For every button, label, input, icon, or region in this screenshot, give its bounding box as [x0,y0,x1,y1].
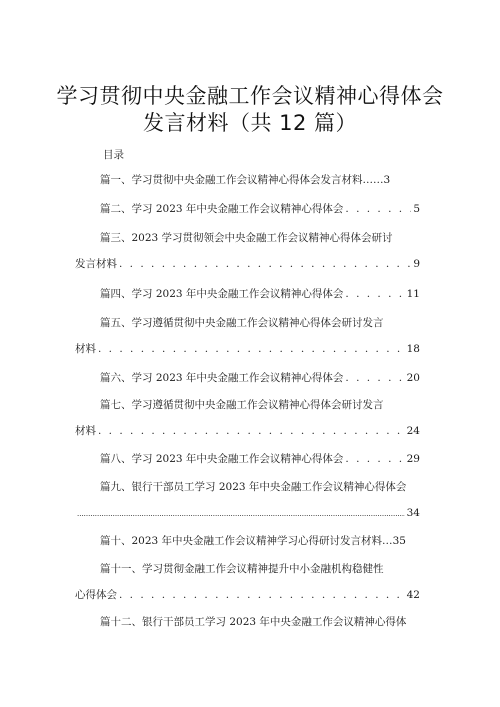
toc-entry[interactable] [100,286,420,302]
toc-entry[interactable] [100,201,420,217]
toc-entry[interactable] [100,172,390,188]
toc-entry-title: 篇三、2023 学习贯彻领会中央金融工作会议精神心得体会研讨 [100,232,393,244]
toc-entry-page: 18 [406,343,420,355]
toc-entry[interactable] [100,614,406,630]
toc-entry-page: 35 [392,535,406,547]
toc-entry-continuation[interactable] [75,423,420,439]
toc-entry-page: 11 [406,288,420,300]
toc-entry-page: 34 [406,507,420,519]
document-title: 学习贯彻中央金融工作会议精神心得体会 [56,84,444,108]
toc-entry-continuation[interactable] [75,587,420,603]
toc-entry-page: 42 [406,589,420,601]
toc-leader-dots [345,451,404,467]
toc-entry[interactable] [100,451,420,467]
toc-entry-title: 篇二、学习 2023 年中央金融工作会议精神心得体会 [100,203,344,215]
toc-entry-page: 3 [383,174,391,186]
toc-entry-title: 篇十二、银行干部员工学习 2023 年中央金融工作会议精神心得体 [100,616,407,628]
toc-entry-title: 篇四、学习 2023 年中央金融工作会议精神心得体会 [100,288,344,300]
toc-entry[interactable] [100,479,406,495]
toc-leader-dots [345,201,411,217]
toc-entry[interactable] [100,533,406,549]
toc-entry-title: 篇五、学习遵循贯彻中央金融工作会议精神心得体会研讨发言 [100,317,384,329]
toc-entry-title: 篇九、银行干部员工学习 2023 年中央金融工作会议精神心得体会 [100,481,407,493]
toc-leader-dots [345,286,404,302]
toc-entry-page: 20 [406,372,420,384]
toc-entry[interactable] [100,370,420,386]
toc-entry[interactable] [100,561,384,577]
toc-entry-title: 篇六、学习 2023 年中央金融工作会议精神心得体会 [100,372,344,384]
toc-leader-dots [77,506,405,522]
toc-entry-continuation[interactable] [75,256,420,272]
toc-leader-dots [98,341,405,357]
toc-entry[interactable] [100,230,393,246]
toc-entry-page: 24 [406,425,420,437]
toc-leader-dots [98,423,405,439]
toc-entry-title-cont: 发言材料 [75,258,117,270]
toc-entry-title-cont: 材料 [75,343,96,355]
toc-entry-title-cont: 心得体会 [75,589,117,601]
toc-entry-page: 29 [406,453,420,465]
toc-entry-title: 篇一、学习贯彻中央金融工作会议精神心得体会发言材料…… [100,174,384,186]
toc-leader-dots [119,587,405,603]
toc-entry-title: 篇八、学习 2023 年中央金融工作会议精神心得体会 [100,453,344,465]
toc-entry-title: 篇十一、学习贯彻金融工作会议精神提升中小金融机构稳健性 [100,563,384,575]
toc-leader-dots [345,370,404,386]
toc-entry[interactable] [100,315,384,331]
toc-entry-title: 篇七、学习遵循贯彻中央金融工作会议精神心得体会研讨发言 [100,399,384,411]
toc-entry-page: 5 [413,203,420,215]
toc-entry-page: 9 [413,258,420,270]
toc-leader-dots [119,256,411,272]
toc-heading: 目录 [103,149,124,161]
document-subtitle: 发言材料（共 12 篇） [142,111,358,135]
toc-entry-continuation[interactable] [75,341,420,357]
toc-entry-title-cont: 材料 [75,425,96,437]
toc-entry-continuation[interactable] [75,505,420,521]
toc-entry[interactable] [100,397,384,413]
toc-entry-title: 篇十、2023 年中央金融工作会议精神学习心得研讨发言材料… [100,535,393,547]
